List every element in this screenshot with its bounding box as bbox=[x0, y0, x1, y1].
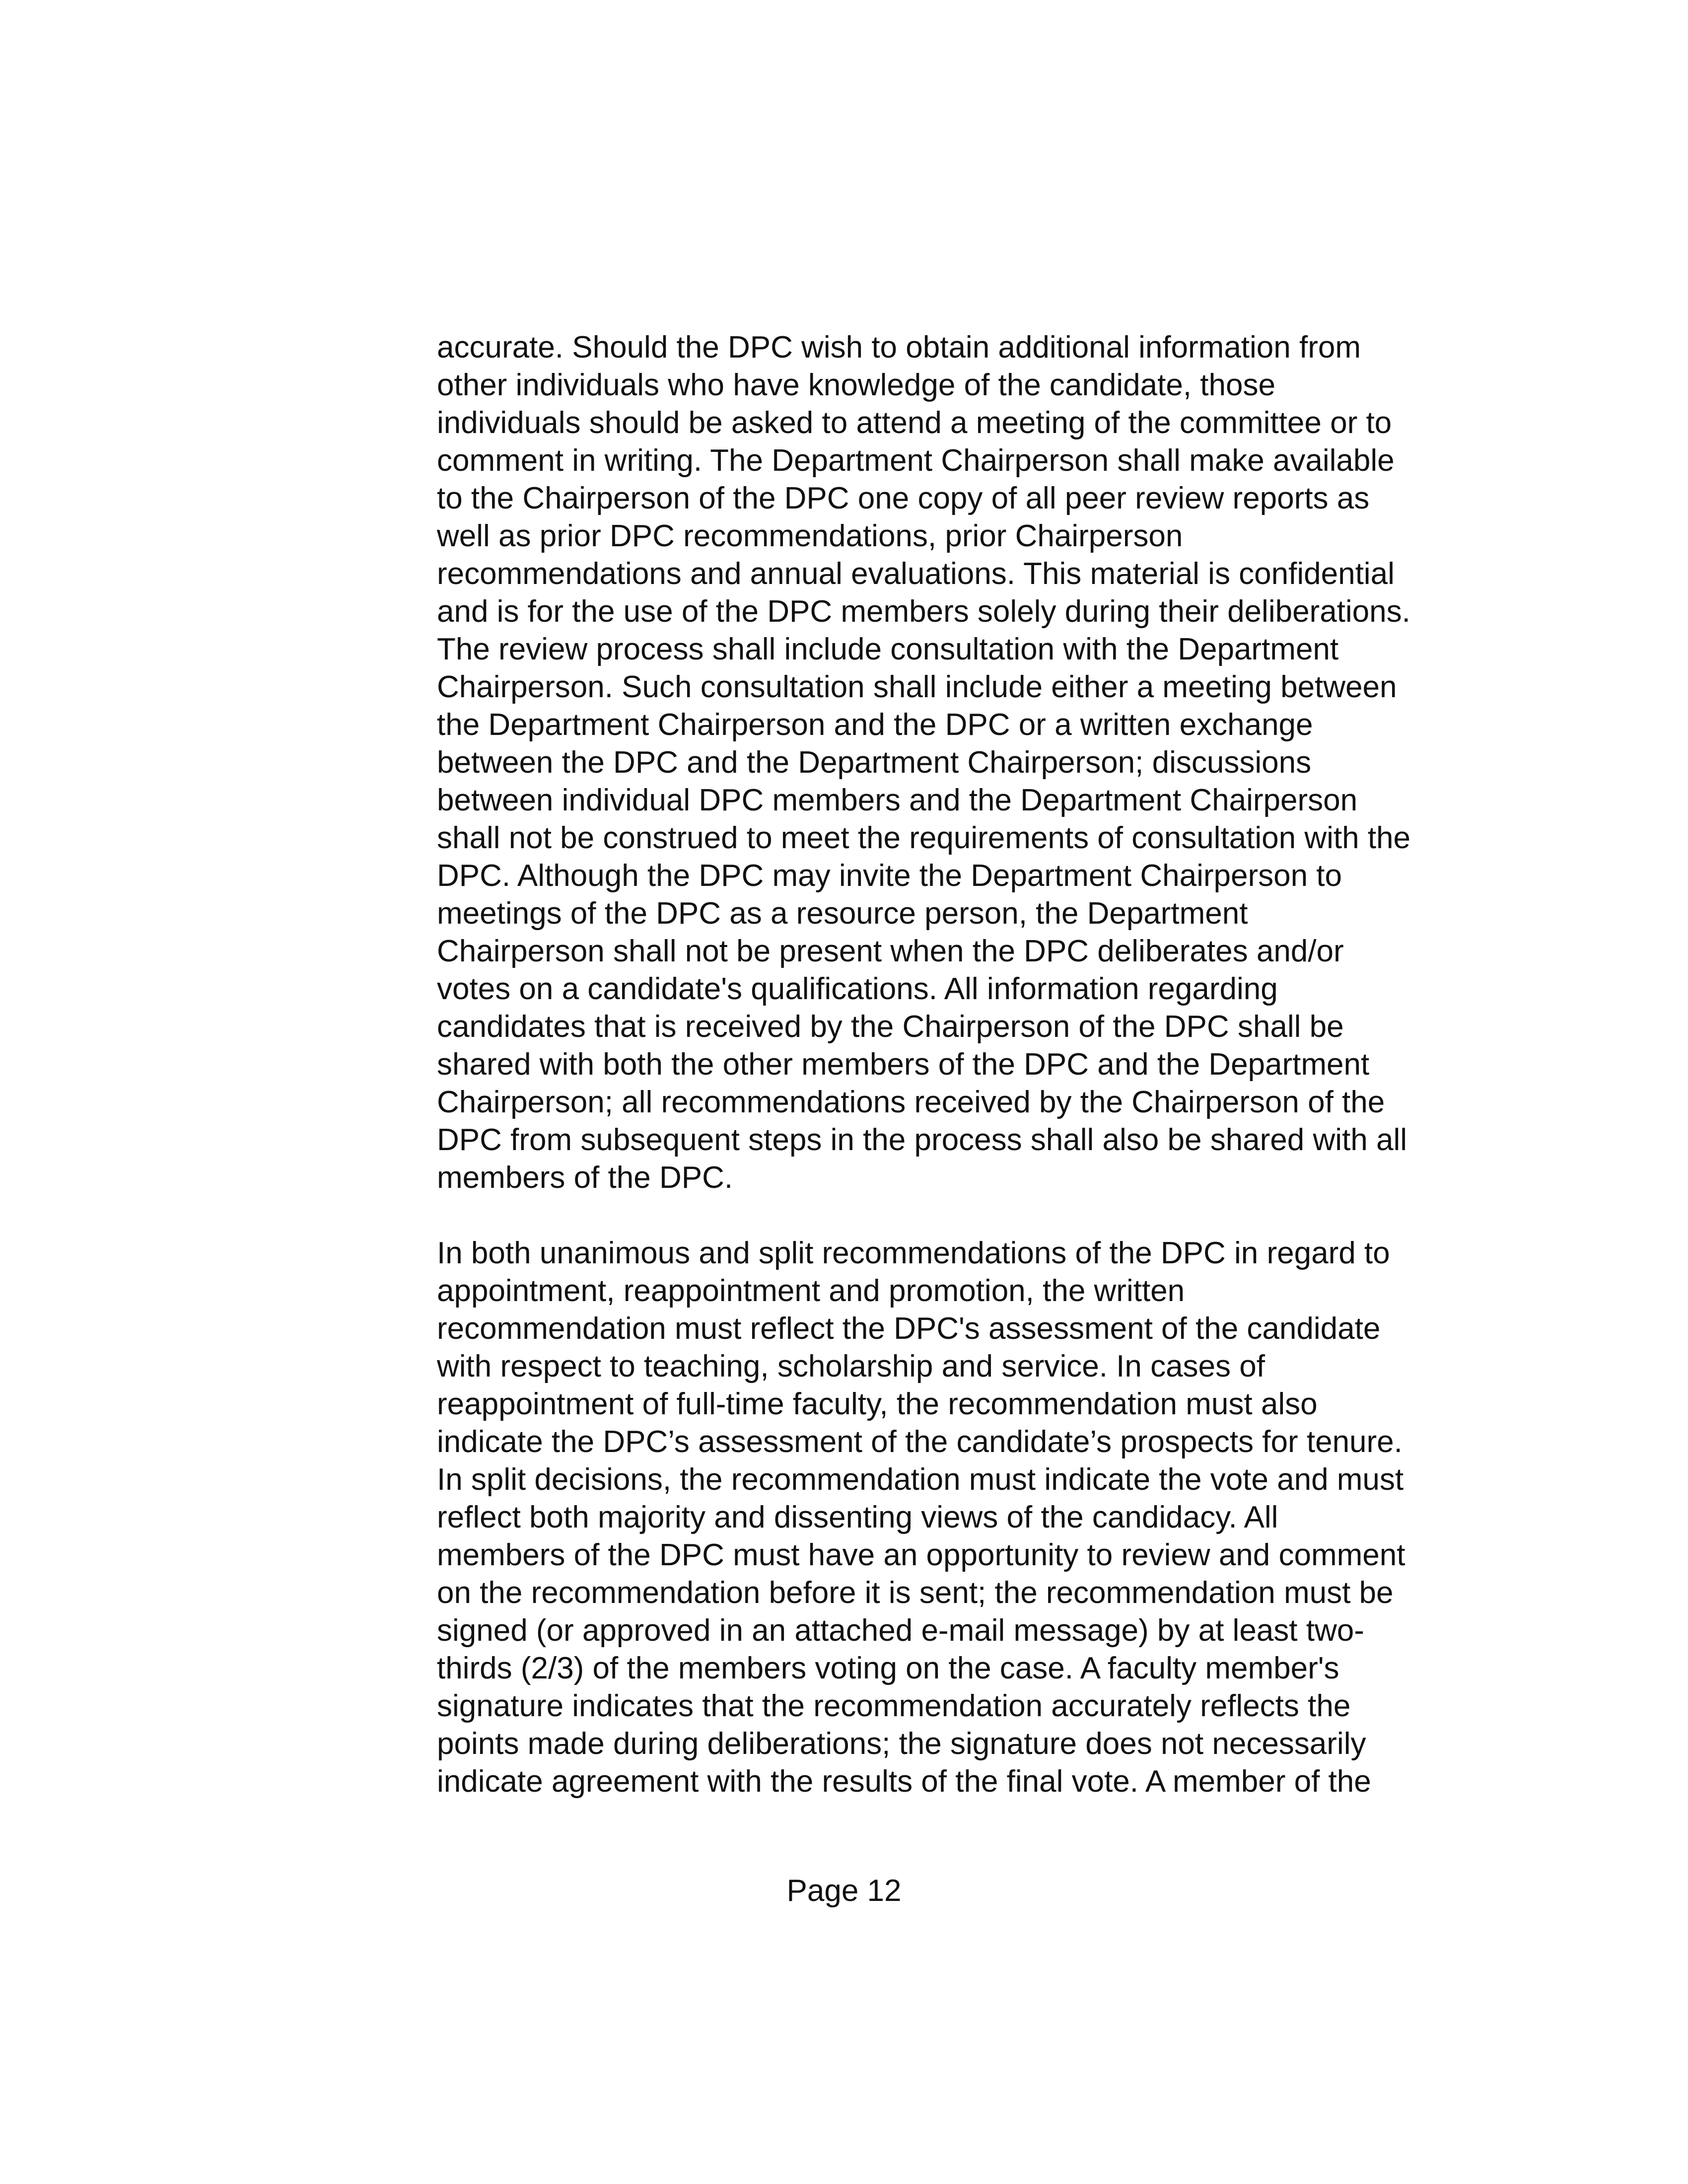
text-line: signed (or approved in an attached e-mail message) by at least two- bbox=[437, 1613, 1364, 1648]
text-line: Chairperson; all recommendations received by the Chairperson of the bbox=[437, 1085, 1385, 1119]
text-line: In both unanimous and split recommendations of the DPC in regard to bbox=[437, 1236, 1390, 1270]
text-line: In split decisions, the recommendation must indicate the vote and must bbox=[437, 1462, 1404, 1497]
text-line: recommendations and annual evaluations. This material is confidential bbox=[437, 557, 1395, 591]
text-line: thirds (2/3) of the members voting on the case. A faculty member's bbox=[437, 1651, 1339, 1685]
text-line: the Department Chairperson and the DPC or a written exchange bbox=[437, 708, 1313, 742]
text-line: Chairperson shall not be present when the DPC deliberates and/or bbox=[437, 934, 1344, 968]
text-line: DPC. Although the DPC may invite the Department Chairperson to bbox=[437, 859, 1342, 893]
text-line: indicate agreement with the results of the final vote. A member of the bbox=[437, 1764, 1371, 1799]
text-line: comment in writing. The Department Chairperson shall make available bbox=[437, 443, 1395, 478]
text-line: indicate the DPC’s assessment of the candidate’s prospects for tenure. bbox=[437, 1425, 1403, 1459]
text-line: well as prior DPC recommendations, prior Chairperson bbox=[437, 519, 1183, 553]
text-line: individuals should be asked to attend a meeting of the committee or to bbox=[437, 406, 1392, 440]
text-line: with respect to teaching, scholarship and service. In cases of bbox=[437, 1349, 1265, 1383]
text-line: accurate. Should the DPC wish to obtain additional information from bbox=[437, 330, 1361, 364]
text-line: shall not be construed to meet the requirements of consultation with the bbox=[437, 821, 1411, 855]
text-line: meetings of the DPC as a resource person, the Department bbox=[437, 896, 1248, 931]
text-line: points made during deliberations; the signature does not necessarily bbox=[437, 1727, 1366, 1761]
text-line: Chairperson. Such consultation shall include either a meeting between bbox=[437, 670, 1397, 704]
text-line: between the DPC and the Department Chairperson; discussions bbox=[437, 745, 1312, 780]
text-line: other individuals who have knowledge of the candidate, those bbox=[437, 368, 1275, 402]
paragraph-dpc-recommendations bbox=[437, 1235, 1489, 1801]
text-line: candidates that is received by the Chairperson of the DPC shall be bbox=[437, 1010, 1344, 1044]
text-line: between individual DPC members and the Department Chairperson bbox=[437, 783, 1358, 817]
text-line: DPC from subsequent steps in the process shall also be shared with all bbox=[437, 1123, 1407, 1157]
page-number: Page 12 bbox=[786, 1874, 902, 1908]
text-line: members of the DPC must have an opportunity to review and comment bbox=[437, 1538, 1406, 1572]
paragraph-dpc-review-process bbox=[437, 329, 1489, 1197]
text-line: signature indicates that the recommendation accurately reflects the bbox=[437, 1689, 1351, 1723]
text-line: reappointment of full-time faculty, the recommendation must also bbox=[437, 1387, 1318, 1421]
text-line: reflect both majority and dissenting views of the candidacy. All bbox=[437, 1500, 1278, 1534]
text-line: votes on a candidate's qualifications. All information regarding bbox=[437, 972, 1278, 1006]
text-line: and is for the use of the DPC members solely during their deliberations. bbox=[437, 594, 1410, 629]
text-line: shared with both the other members of the DPC and the Department bbox=[437, 1047, 1370, 1082]
text-line: recommendation must reflect the DPC's assessment of the candidate bbox=[437, 1311, 1381, 1346]
text-line: The review process shall include consultation with the Department bbox=[437, 632, 1339, 666]
text-line: to the Chairperson of the DPC one copy of all peer review reports as bbox=[437, 481, 1370, 515]
text-line: appointment, reappointment and promotion, the written bbox=[437, 1274, 1185, 1308]
text-line: members of the DPC. bbox=[437, 1161, 733, 1195]
text-line: on the recommendation before it is sent; the recommendation must be bbox=[437, 1576, 1394, 1610]
